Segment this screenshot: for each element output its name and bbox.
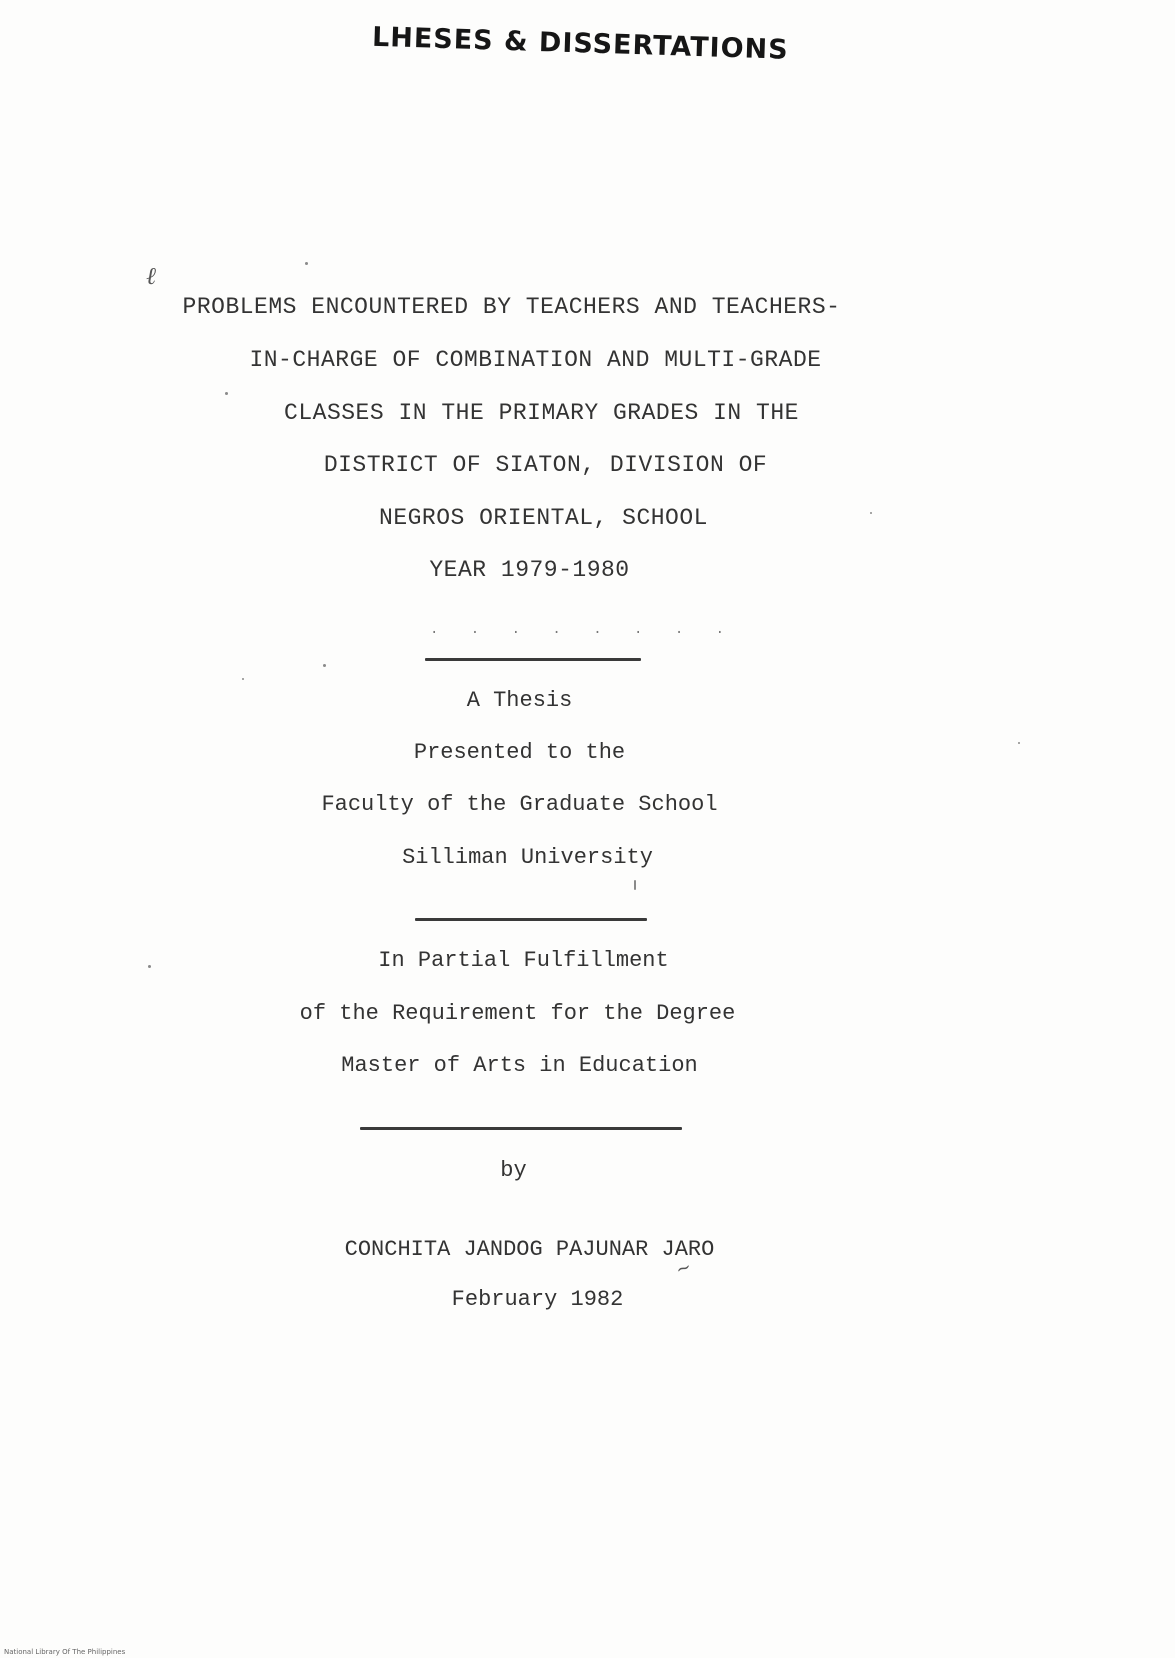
title-line-4: DISTRICT OF SIATON, DIVISION OF xyxy=(323,452,768,478)
scan-speck xyxy=(323,664,326,667)
submission-date: February 1982 xyxy=(451,1287,624,1312)
handwritten-mark: ℓ xyxy=(146,262,156,290)
divider-rule-3 xyxy=(360,1127,682,1130)
faculty-line: Faculty of the Graduate School xyxy=(321,792,718,817)
scan-speck xyxy=(634,880,636,890)
university-line: Silliman University xyxy=(402,845,653,870)
scan-speck xyxy=(305,262,308,265)
handwritten-mark: ~ xyxy=(672,1256,695,1281)
degree-line: Master of Arts in Education xyxy=(341,1053,698,1078)
collection-stamp: LHESES & DISSERTATIONS xyxy=(371,21,790,66)
divider-rule-2 xyxy=(415,918,647,921)
title-line-6: YEAR 1979-1980 xyxy=(429,557,630,583)
scan-speck xyxy=(1018,742,1020,744)
title-line-3: CLASSES IN THE PRIMARY GRADES IN THE xyxy=(284,400,799,426)
scan-speck xyxy=(242,678,244,680)
requirement-line: of the Requirement for the Degree xyxy=(299,1001,736,1026)
title-line-2: IN-CHARGE OF COMBINATION AND MULTI-GRADE xyxy=(249,347,822,373)
title-line-1: PROBLEMS ENCOUNTERED BY TEACHERS AND TEACHERS- xyxy=(182,294,841,320)
divider-rule-1 xyxy=(425,658,641,661)
title-line-5: NEGROS ORIENTAL, SCHOOL xyxy=(379,505,708,531)
presented-to-line: Presented to the xyxy=(413,740,626,765)
scan-footer: National Library Of The Philippines xyxy=(4,1648,126,1656)
fulfillment-line: In Partial Fulfillment xyxy=(378,948,669,973)
author-name: CONCHITA JANDOG PAJUNAR JARO xyxy=(344,1237,715,1262)
dotted-mark: . . . . . . . . xyxy=(430,622,737,638)
scan-speck xyxy=(148,965,151,968)
by-label: by xyxy=(500,1158,527,1183)
thesis-label: A Thesis xyxy=(466,688,573,713)
scan-speck xyxy=(225,392,228,395)
scan-speck xyxy=(870,512,872,514)
